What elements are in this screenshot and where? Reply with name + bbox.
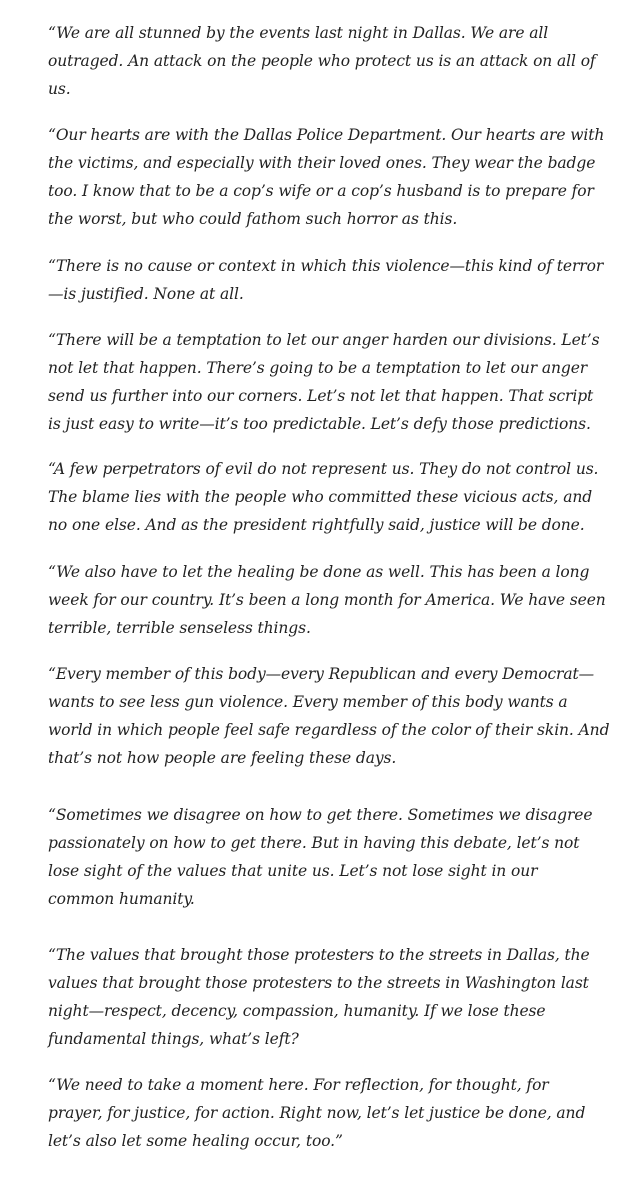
paragraph-line: terrible, terrible senseless things. [48,619,311,637]
paragraph-7 [48,660,616,772]
paragraph-line: is just easy to write—it’s too predictable. Let’s defy those predictions. [48,415,591,433]
paragraph-line: too. I know that to be a cop’s wife or a cop’s husband is to prepare for [48,182,594,200]
paragraph-line: prayer, for justice, for action. Right now, let’s let justice be done, and [48,1104,586,1122]
paragraph-line: “Our hearts are with the Dallas Police Department. Our hearts are with [48,126,605,144]
paragraph-line: “We are all stunned by the events last night in Dallas. We are all [48,24,549,42]
paragraph-line: “There will be a temptation to let our anger harden our divisions. Let’s [48,331,600,349]
paragraph-line: the worst, but who could fathom such horror as this. [48,210,458,228]
paragraph-line: “Sometimes we disagree on how to get there. Sometimes we disagree [48,806,593,824]
paragraph-9 [48,941,616,1053]
paragraph-line: wants to see less gun violence. Every member of this body wants a [48,693,568,711]
paragraph-line: send us further into our corners. Let’s not let that happen. That script [48,387,594,405]
paragraph-line: common humanity. [48,890,195,908]
paragraph-line: the victims, and especially with their loved ones. They wear the badge [48,154,596,172]
paragraph-line: no one else. And as the president rightfully said, justice will be done. [48,516,585,534]
paragraph-2 [48,121,616,233]
paragraph-line: lose sight of the values that unite us. Let’s not lose sight in our [48,862,538,880]
paragraph-line: us. [48,80,71,98]
paragraph-line: world in which people feel safe regardless of the color of their skin. And [48,721,610,739]
paragraph-line: that’s not how people are feeling these days. [48,749,397,767]
paragraph-line: “We need to take a moment here. For reflection, for thought, for [48,1076,549,1094]
paragraph-line: not let that happen. There’s going to be a temptation to let our anger [48,359,588,377]
paragraph-line: week for our country. It’s been a long month for America. We have seen [48,591,606,609]
paragraph-line: —is justified. None at all. [48,285,244,303]
paragraph-10 [48,1071,616,1155]
paragraph-line: outraged. An attack on the people who protect us is an attack on all of [48,52,596,70]
paragraph-8 [48,801,616,913]
paragraph-line: “Every member of this body—every Republican and every Democrat— [48,665,595,683]
paragraph-line: The blame lies with the people who committed these vicious acts, and [48,488,593,506]
paragraph-line: “We also have to let the healing be done as well. This has been a long [48,563,590,581]
paragraph-line: values that brought those protesters to the streets in Washington last [48,974,589,992]
paragraph-line: let’s also let some healing occur, too.” [48,1132,343,1150]
paragraph-line: “There is no cause or context in which this violence—this kind of terror [48,257,604,275]
paragraph-line: fundamental things, what’s left? [48,1030,299,1048]
paragraph-5 [48,455,616,539]
paragraph-line: “A few perpetrators of evil do not represent us. They do not control us. [48,460,599,478]
paragraph-line: passionately on how to get there. But in having this debate, let’s not [48,834,580,852]
paragraph-4 [48,326,616,438]
paragraph-3 [48,252,616,308]
paragraph-line: night—respect, decency, compassion, humanity. If we lose these [48,1002,546,1020]
paragraph-line: “The values that brought those protesters to the streets in Dallas, the [48,946,590,964]
paragraph-6 [48,558,616,642]
paragraph-1 [48,19,616,103]
